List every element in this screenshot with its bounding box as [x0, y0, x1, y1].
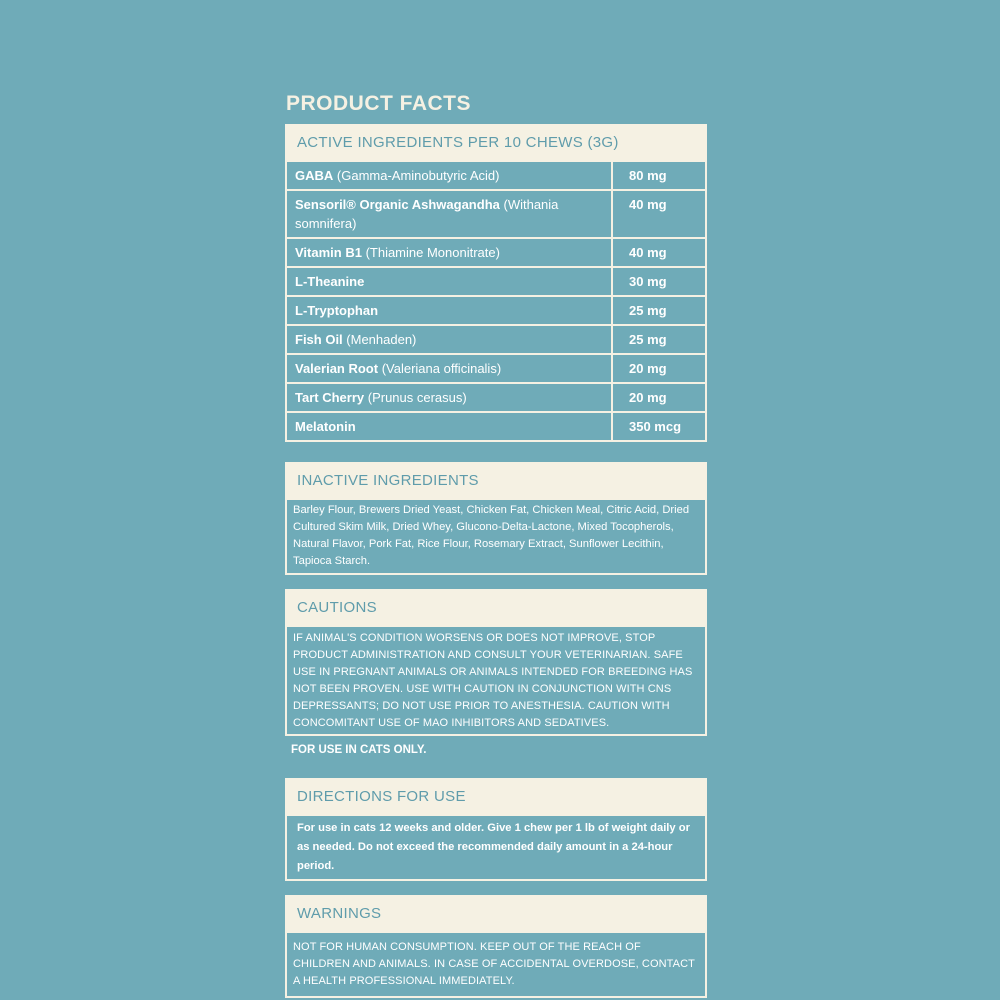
ingredient-row [287, 324, 705, 353]
page-title: PRODUCT FACTS [286, 92, 471, 115]
ingredient-name-cell [287, 355, 613, 382]
inactive-ingredients-box [285, 462, 707, 575]
ingredient-row [287, 382, 705, 411]
cautions-header: CAUTIONS [287, 591, 705, 625]
ingredient-name-cell [287, 413, 613, 440]
ingredient-amount: 40 mg [629, 245, 667, 260]
ingredient-name-cell [287, 326, 613, 353]
ingredient-row [287, 266, 705, 295]
ingredient-amount: 25 mg [629, 332, 667, 347]
ingredient-detail: (Thiamine Mononitrate) [361, 245, 500, 260]
ingredient-row [287, 237, 705, 266]
ingredient-amount: 20 mg [629, 361, 667, 376]
ingredient-row [287, 411, 705, 440]
ingredient-amount: 350 mcg [629, 419, 682, 434]
ingredient-detail: (Withania somnifera) [295, 197, 559, 231]
ingredient-amount: 40 mg [629, 197, 667, 212]
ingredient-name: Fish Oil [295, 332, 343, 347]
ingredient-amount: 20 mg [629, 390, 667, 405]
ingredient-name: L-Theanine [295, 274, 365, 289]
active-ingredients-rows [287, 160, 705, 440]
ingredient-amount: 25 mg [629, 303, 667, 318]
directions-header: DIRECTIONS FOR USE [287, 780, 705, 814]
ingredient-name-cell [287, 239, 613, 266]
ingredient-name-cell [287, 191, 613, 237]
cats-only-note: FOR USE IN CATS ONLY. [291, 744, 427, 756]
ingredient-name-cell [287, 384, 613, 411]
ingredient-name-cell [287, 162, 613, 189]
warnings-header: WARNINGS [287, 897, 705, 931]
product-facts-panel [285, 92, 707, 998]
cautions-text: IF ANIMAL'S CONDITION WORSENS OR DOES NOT IMPROVE, STOP PRODUCT ADMINISTRATION AND CONSULT YOUR VETERINARIAN. SAFE USE IN PREGNANT ANIMALS OR ANIMALS INTENDED FOR BREEDING HAS NOT BEEN PROVEN. USE WITH CAUTION IN CONJUNCTION WITH CNS DEPRESSANTS; DO NOT USE PRIOR TO ANESTHESIA. CAUTION WITH CONCOMITANT USE OF MAO INHIBITORS AND SEDATIVES. [287, 625, 705, 734]
ingredient-name: Melatonin [295, 419, 356, 434]
ingredient-name: Valerian Root [295, 361, 379, 376]
ingredient-name: L-Tryptophan [295, 303, 379, 318]
ingredient-name-cell [287, 297, 613, 324]
ingredient-row [287, 353, 705, 382]
ingredient-detail: (Valeriana officinalis) [378, 361, 502, 376]
ingredient-detail: (Menhaden) [342, 332, 417, 347]
ingredient-row [287, 160, 705, 189]
ingredient-name: GABA [295, 168, 334, 183]
ingredient-amount: 30 mg [629, 274, 667, 289]
ingredient-row [287, 189, 705, 237]
cautions-box [285, 589, 707, 736]
ingredient-amount: 80 mg [629, 168, 667, 183]
ingredient-name-cell [287, 268, 613, 295]
ingredient-detail: (Gamma-Aminobutyric Acid) [333, 168, 500, 183]
warnings-box [285, 895, 707, 998]
inactive-ingredients-header: INACTIVE INGREDIENTS [287, 464, 705, 498]
warnings-text: NOT FOR HUMAN CONSUMPTION. KEEP OUT OF THE REACH OF CHILDREN AND ANIMALS. IN CASE OF ACCIDENTAL OVERDOSE, CONTACT A HEALTH PROFESSIONAL IMMEDIATELY. [287, 931, 705, 996]
ingredient-detail: (Prunus cerasus) [364, 390, 467, 405]
active-ingredients-header: ACTIVE INGREDIENTS PER 10 CHEWS (3G) [287, 126, 705, 160]
inactive-ingredients-text: Barley Flour, Brewers Dried Yeast, Chicken Fat, Chicken Meal, Citric Acid, Dried Cultured Skim Milk, Dried Whey, Glucono-Delta-Lactone, Mixed Tocopherols, Natural Flavor, Pork Fat, Rice Flour, Rosemary Extract, Sunflower Lecithin, Tapioca Starch. [287, 498, 705, 573]
directions-text: For use in cats 12 weeks and older. Give 1 chew per 1 lb of weight daily or as needed. Do not exceed the recommended daily amount in a 24-hour period. [287, 814, 705, 879]
directions-box [285, 778, 707, 881]
ingredient-name: Sensoril® Organic Ashwagandha [295, 197, 500, 212]
active-ingredients-table [285, 124, 707, 442]
ingredient-name: Vitamin B1 [295, 245, 362, 260]
ingredient-name: Tart Cherry [295, 390, 365, 405]
ingredient-row [287, 295, 705, 324]
